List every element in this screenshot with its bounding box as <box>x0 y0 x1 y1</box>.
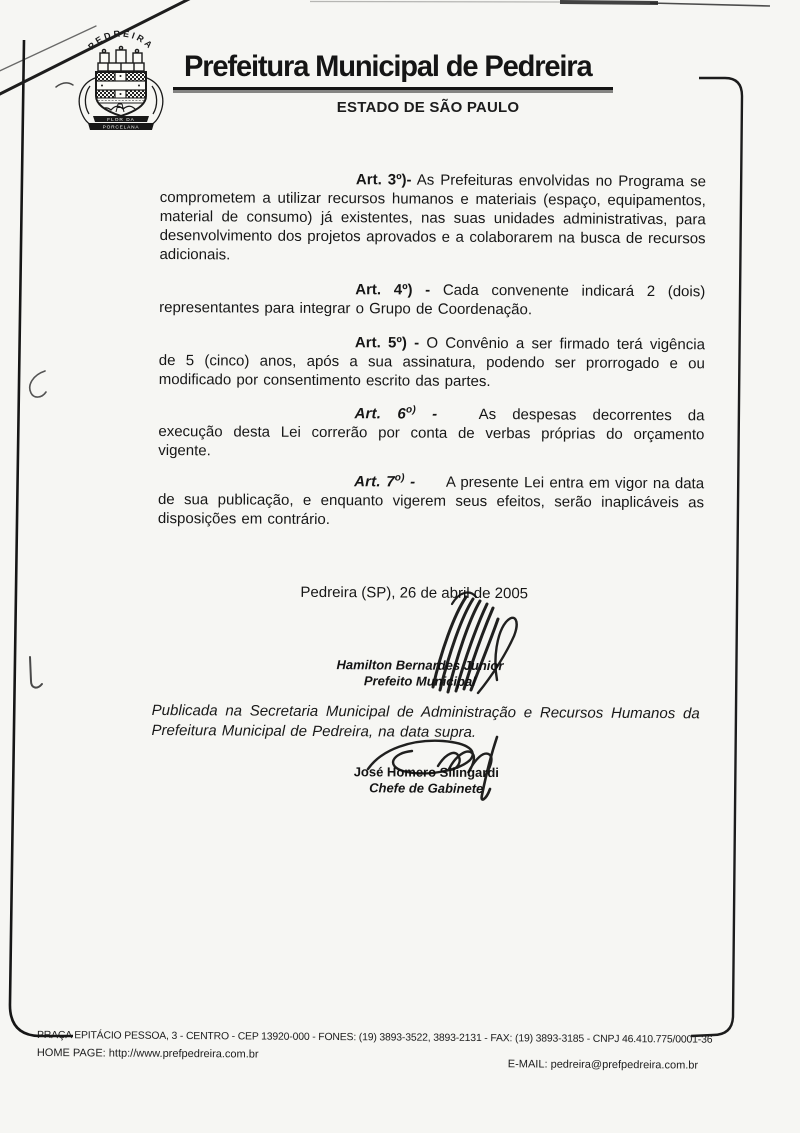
article-4-paragraph <box>159 279 705 320</box>
article-5-paragraph <box>159 332 705 392</box>
pen-marks <box>30 371 46 688</box>
article-7-text: A presente Lei entra em vigor na data de sua publicação, e enquanto vigerem seus efeitos, serão inaplicáveis as disposições em contrário. <box>157 473 705 529</box>
article-6-heading: Art. 6$^{o)}$ - <box>354 404 438 423</box>
article-4-text: Cada convenente indicará 2 (dois) representantes para integrar o Grupo de Coordenação. <box>159 281 706 319</box>
article-5-text: O Convênio a ser firmado terá vigência de 5 (cinco) anos, após a sua assinatura, podendo ser prorrogado e ou modificado por consentimento escrito das partes. <box>158 334 705 391</box>
crest-shield <box>95 71 147 116</box>
chief-name: José Homero Silingardi <box>353 764 499 781</box>
article-3-text: As Prefeituras envolvidas no Programa se comprometem a utilizar recursos humanos e materiais (espaço, equipamentos, material de consumo) já existentes, nas suas unidades administrativas, para desenvolvimento dos projetos aprovados e a colaborarem na busca de recursos adicionais. <box>159 171 707 264</box>
article-3-heading: Art. 3º)- <box>355 171 412 189</box>
crest-ribbon <box>88 116 154 130</box>
article-3-paragraph <box>159 169 706 267</box>
footer-address: PRAÇA EPITÁCIO PESSOA, 3 - CENTRO - CEP 13920-000 - FONES: (19) 3893-3522, 3893-2131 - FAX: (19) 3893-3185 - CNPJ 46.410.775/0001-36 <box>36 1029 713 1046</box>
publication-note: Publicada na Secretaria Municipal de Administração e Recursos Humanos da Prefeitura Municipal de Pedreira, na data supra. <box>151 701 700 741</box>
article-7-paragraph <box>158 471 704 531</box>
letterhead-subtitle: ESTADO DE SÃO PAULO <box>336 99 520 116</box>
mayor-name: Hamilton Bernardes Junior <box>336 657 504 674</box>
signature-block-mayor <box>280 657 560 691</box>
article-4-heading: Art. 4º) - <box>355 281 431 299</box>
crest-crown-icon <box>98 46 144 71</box>
crest-ribbon-text-1: FLOR DA <box>107 118 135 123</box>
chief-role: Chefe de Gabinete <box>369 780 484 796</box>
frame-left-line <box>10 40 73 1036</box>
pedreira-coat-of-arms <box>62 26 180 132</box>
letterhead-title: Prefeitura Municipal de Pedreira <box>184 50 592 83</box>
crest-arc-text: PEDREIRA <box>86 28 156 52</box>
article-5-heading: Art. 5º) - <box>354 334 420 352</box>
crest-ribbon-text-2: PORCELANA <box>102 125 140 131</box>
article-7-heading: Art. 7$^{o)}$ - <box>354 472 416 491</box>
mayor-role: Prefeito Municipal <box>363 673 476 689</box>
date-line: Pedreira (SP), 26 de abril de 2005 <box>300 583 529 603</box>
title-underline <box>173 87 613 90</box>
footer-email: E-MAIL: pedreira@prefpedreira.com.br <box>507 1058 699 1072</box>
scan-top-streak <box>310 2 770 7</box>
signature-block-chief <box>286 764 566 798</box>
article-6-paragraph <box>158 403 704 463</box>
article-6-text: As despesas decorrentes da execução desta Lei correrão por conta de verbas próprias do orçamento vigente. <box>158 405 705 460</box>
footer-homepage: HOME PAGE: http://www.prefpedreira.com.br <box>36 1046 259 1061</box>
